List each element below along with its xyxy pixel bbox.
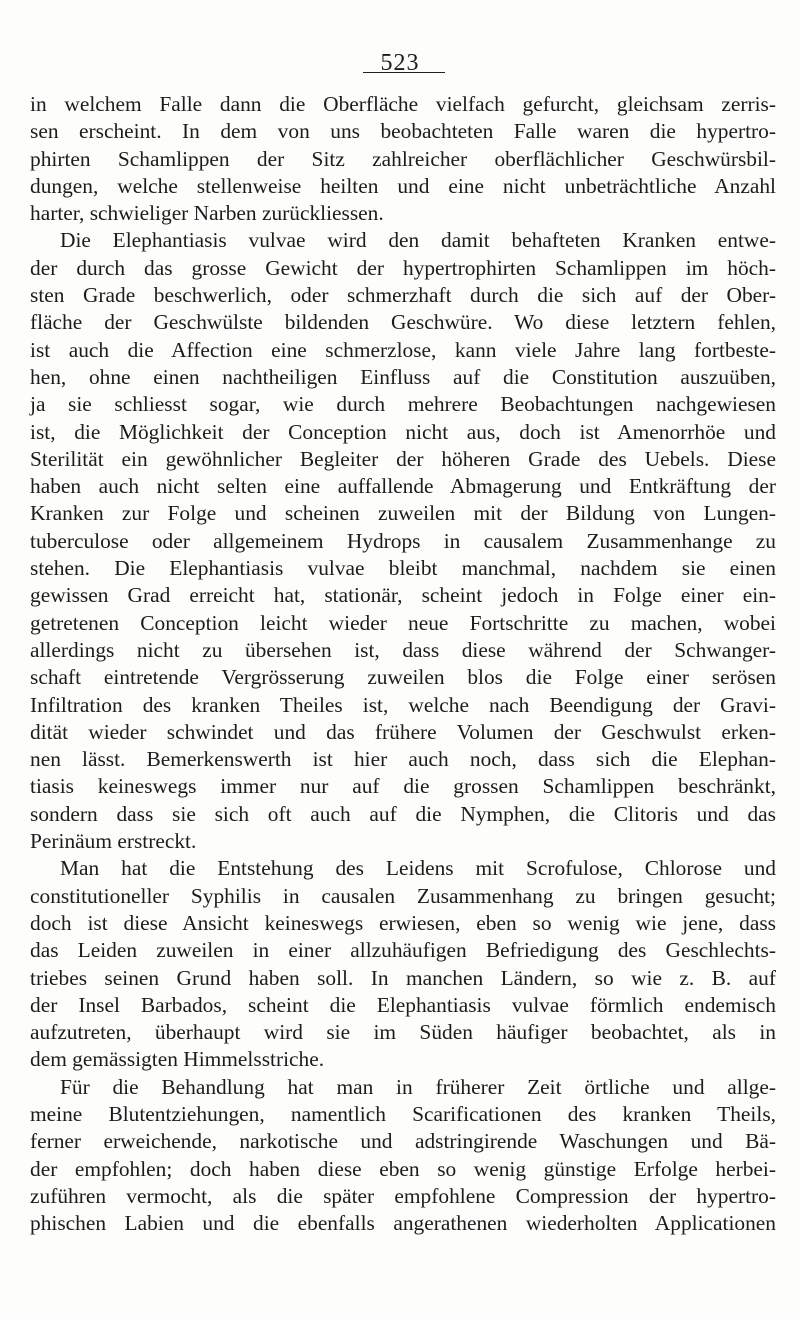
- text-line: in welchem Falle dann die Oberfläche vielfach gefurcht, gleichsam zerris-: [30, 92, 776, 116]
- text-line: ist, die Möglichkeit der Conception nicht aus, doch ist Amenorrhöe und: [30, 419, 776, 444]
- text-line: dungen, welche stellenweise heilten und eine nicht unbeträchtliche Anzahl: [30, 173, 776, 198]
- text-line: triebes seinen Grund haben soll. In manchen Ländern, so wie z. B. auf: [30, 965, 776, 990]
- text-line: gewissen Grad erreicht hat, stationär, scheint jedoch in Folge einer ein-: [30, 583, 776, 608]
- text-line: getretenen Conception leicht wieder neue Fortschritte zu machen, wobei: [30, 610, 776, 635]
- text-line: nen lässt. Bemerkenswerth ist hier auch noch, dass sich die Elephan-: [30, 747, 776, 772]
- text-line: phischen Labien und die ebenfalls angerathenen wiederholten Applicationen: [30, 1211, 776, 1236]
- text-line: tuberculose oder allgemeinem Hydrops in causalem Zusammenhange zu: [30, 528, 776, 553]
- text-line: Die Elephantiasis vulvae wird den damit behafteten Kranken entwe-: [60, 228, 776, 253]
- text-line: zuführen vermocht, als die später empfohlene Compression der hypertro-: [30, 1183, 776, 1208]
- text-line: Sterilität ein gewöhnlicher Begleiter der höheren Grade des Uebels. Diese: [30, 446, 776, 471]
- paragraph: [30, 1074, 776, 1238]
- text-line: das Leiden zuweilen in einer allzuhäufigen Befriedigung des Geschlechts-: [30, 938, 776, 963]
- text-line: phirten Schamlippen der Sitz zahlreicher oberflächlicher Geschwürsbil-: [30, 146, 776, 171]
- text-line: doch ist diese Ansicht keineswegs erwiesen, eben so wenig wie jene, dass: [30, 910, 776, 935]
- paragraph: [30, 227, 776, 855]
- text-line: sondern dass sie sich oft auch auf die Nymphen, die Clitoris und das: [30, 801, 776, 826]
- body-text: [30, 91, 776, 1237]
- text-line: Perinäum erstreckt.: [30, 829, 197, 854]
- text-line: sen erscheint. In dem von uns beobachteten Falle waren die hypertro-: [30, 119, 776, 144]
- text-line: ferner erweichende, narkotische und adstringirende Waschungen und Bä-: [30, 1129, 776, 1154]
- text-line: der durch das grosse Gewicht der hypertrophirten Schamlippen im höch-: [30, 255, 776, 280]
- text-line: tiasis keineswegs immer nur auf die grossen Schamlippen beschränkt,: [30, 774, 776, 799]
- page-number: 523: [380, 50, 420, 76]
- text-line: allerdings nicht zu übersehen ist, dass diese während der Schwanger-: [30, 637, 776, 662]
- page-number-rule: [363, 72, 445, 73]
- text-line: dität wieder schwindet und das frühere Volumen der Geschwulst erken-: [30, 719, 776, 744]
- paragraph: [30, 855, 776, 1073]
- text-line: stehen. Die Elephantiasis vulvae bleibt manchmal, nachdem sie einen: [30, 556, 776, 581]
- text-line: sten Grade beschwerlich, oder schmerzhaft durch die sich auf der Ober-: [30, 283, 776, 308]
- paragraph: [30, 91, 776, 227]
- text-line: harter, schwieliger Narben zurückliessen.: [30, 201, 384, 226]
- text-line: der empfohlen; doch haben diese eben so wenig günstige Erfolge herbei-: [30, 1156, 776, 1181]
- text-line: fläche der Geschwülste bildenden Geschwüre. Wo diese letztern fehlen,: [30, 310, 776, 335]
- text-line: haben auch nicht selten eine auffallende Abmagerung und Entkräftung der: [30, 474, 776, 499]
- text-line: Infiltration des kranken Theiles ist, welche nach Beendigung der Gravi-: [30, 692, 776, 717]
- text-line: constitutioneller Syphilis in causalen Zusammenhang zu bringen gesucht;: [30, 883, 776, 908]
- text-line: aufzutreten, überhaupt wird sie im Süden häufiger beobachtet, als in: [30, 1020, 776, 1045]
- text-line: der Insel Barbados, scheint die Elephantiasis vulvae förmlich endemisch: [30, 992, 776, 1017]
- text-line: dem gemässigten Himmelsstriche.: [30, 1047, 325, 1072]
- text-line: meine Blutentziehungen, namentlich Scarificationen des kranken Theils,: [30, 1101, 776, 1126]
- text-line: Man hat die Entstehung des Leidens mit Scrofulose, Chlorose und: [60, 856, 776, 881]
- text-line: ist auch die Affection eine schmerzlose, kann viele Jahre lang fortbeste-: [30, 337, 776, 362]
- text-line: ja sie schliesst sogar, wie durch mehrere Beobachtungen nachgewiesen: [30, 392, 776, 417]
- text-line: Für die Behandlung hat man in früherer Zeit örtliche und allge-: [60, 1074, 776, 1099]
- text-line: hen, ohne einen nachtheiligen Einfluss auf die Constitution auszuüben,: [30, 364, 776, 389]
- text-line: Kranken zur Folge und scheinen zuweilen mit der Bildung von Lungen-: [30, 501, 776, 526]
- text-line: schaft eintretende Vergrösserung zuweilen blos die Folge einer serösen: [30, 665, 776, 690]
